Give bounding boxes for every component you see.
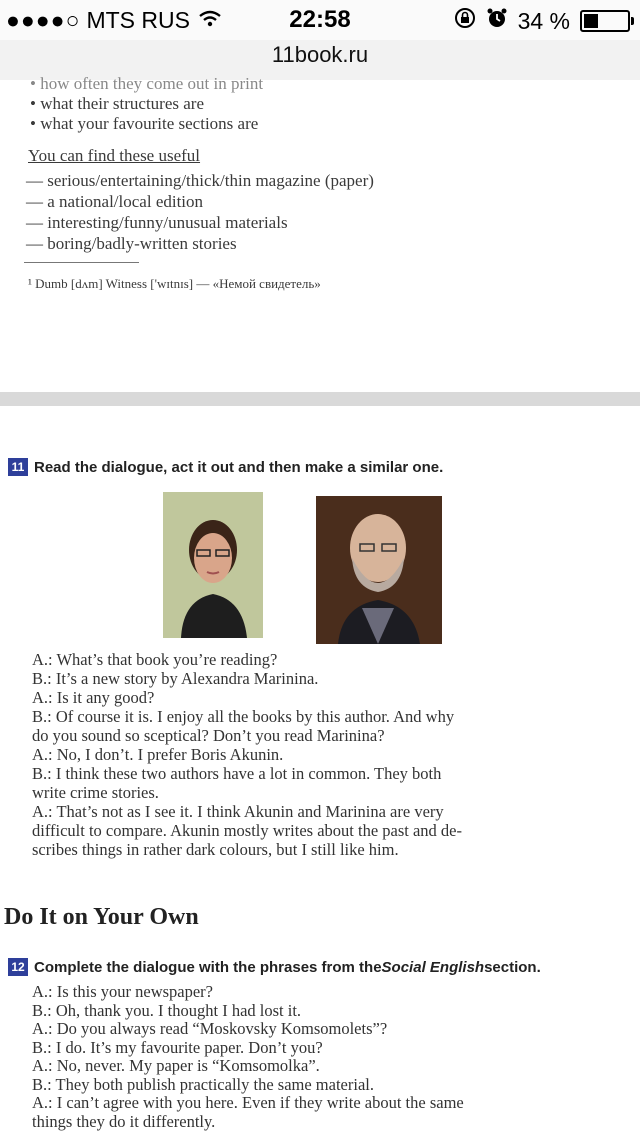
section-heading: Do It on Your Own xyxy=(4,904,199,930)
dialogue-line: B.: They both publish practically the same material. xyxy=(32,1074,374,1094)
task-11-instruction xyxy=(8,458,443,476)
dialogue-line: A.: No, I don’t. I prefer Boris Akunin. xyxy=(32,745,284,764)
bullet-structures: • what their structures are xyxy=(30,94,204,114)
task-11-text: Read the dialogue, act it out and then make a similar one. xyxy=(34,458,444,476)
carrier-name: MTS RUS xyxy=(86,7,190,33)
useful-item-3: — interesting/funny/unusual materials xyxy=(26,213,288,233)
book-page-bottom xyxy=(0,406,640,1136)
dialogue-line: A.: Is it any good? xyxy=(32,688,155,707)
woman-portrait-photo xyxy=(163,492,263,638)
dialogue-line: B.: Of course it is. I enjoy all the books by this author. And why xyxy=(32,707,455,726)
useful-item-2: — a national/local edition xyxy=(26,192,203,212)
dialogue-line: B.: It’s a new story by Alexandra Marinina. xyxy=(32,669,319,688)
bullet-sections: • what your favourite sections are xyxy=(30,114,258,134)
dialogue-line: things they do it differently. xyxy=(32,1111,216,1131)
battery-percent: 34 % xyxy=(517,7,570,34)
dialogue-line: difficult to compare. Akunin mostly writes about the past and de- xyxy=(32,821,462,840)
task-12-text-end: section. xyxy=(484,958,541,976)
signal-strength-icon: ●●●●○ xyxy=(6,7,81,33)
clock: 22:58 xyxy=(289,6,351,33)
footnote: ¹ Dumb [dʌm] Witness ['wɪtnɪs] — «Немой свидетель» xyxy=(28,276,321,291)
orientation-lock-icon xyxy=(454,7,476,35)
dialogue-line: write crime stories. xyxy=(32,783,159,802)
task-number-badge: 12 xyxy=(8,958,28,976)
dialogue-line: A.: Do you always read “Moskovsky Komsomolets”? xyxy=(32,1019,388,1038)
man-portrait-photo xyxy=(316,496,442,644)
book-page-top xyxy=(0,74,640,392)
dialogue-line: A.: No, never. My paper is “Komsomolka”. xyxy=(32,1056,320,1075)
dialogue-line: do you sound so sceptical? Don’t you read Marinina? xyxy=(32,726,385,745)
task-12-text-start: Complete the dialogue with the phrases from the xyxy=(34,958,382,976)
useful-heading: You can find these useful xyxy=(28,146,201,165)
dialogue-line: A.: That’s not as I see it. I think Akunin and Marinina are very xyxy=(32,802,444,821)
dialogue-line: B.: I think these two authors have a lot in common. They both xyxy=(32,764,442,783)
url-text[interactable]: 11book.ru xyxy=(271,42,369,67)
partial-bullet-line: • how often they come out in print xyxy=(30,74,263,94)
battery-icon xyxy=(580,10,630,32)
dialogue-line: scribes things in rather dark colours, but I still like him. xyxy=(32,840,399,859)
task-number-badge: 11 xyxy=(8,458,28,476)
page-separator xyxy=(0,392,640,406)
dialogue-line: B.: Oh, thank you. I thought I had lost it. xyxy=(32,1000,302,1020)
footnote-divider xyxy=(24,262,139,263)
dialogue-line: A.: I can’t agree with you here. Even if they write about the same xyxy=(32,1093,464,1112)
dialogue-line: B.: I do. It’s my favourite paper. Don’t you? xyxy=(32,1037,323,1057)
useful-item-4: — boring/badly-written stories xyxy=(26,234,237,254)
task-12-instruction xyxy=(8,958,541,976)
status-bar xyxy=(0,0,640,40)
task-12-text-emphasis: Social English xyxy=(381,958,485,976)
dialogue-line: A.: Is this your newspaper? xyxy=(32,982,214,1001)
alarm-icon xyxy=(486,7,508,35)
dialogue-line: A.: What’s that book you’re reading? xyxy=(32,650,278,669)
useful-item-1: — serious/entertaining/thick/thin magazine (paper) xyxy=(26,171,374,191)
